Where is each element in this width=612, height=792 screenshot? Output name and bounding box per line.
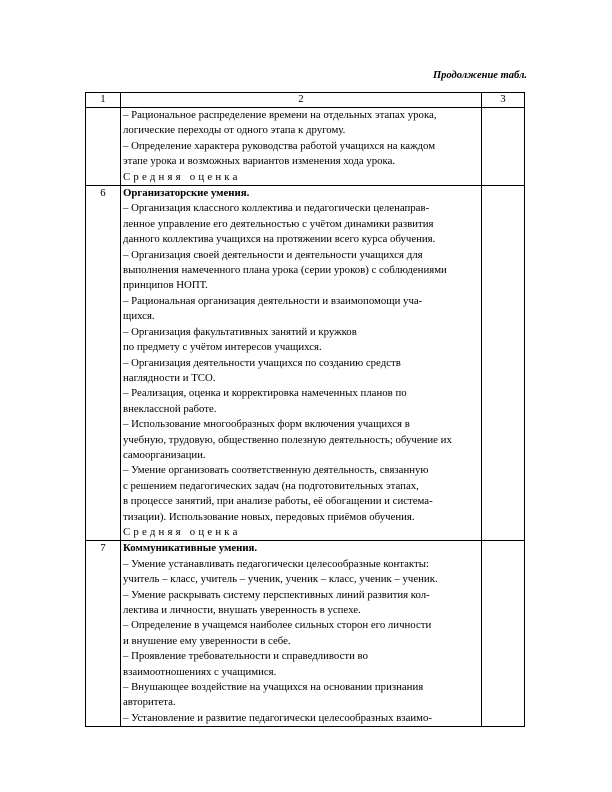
criteria-line: внеклассной работе. bbox=[123, 402, 217, 415]
criteria-line: – Определение характера руководства работой учащихся на каждом bbox=[123, 139, 436, 152]
criteria-line: – Организация классного коллектива и педагогически целенаправ- bbox=[123, 202, 430, 215]
table-row bbox=[86, 108, 525, 186]
criteria-line: с решением педагогических задач (на подготовительных этапах, bbox=[123, 479, 419, 492]
continuation-label: Продолжение табл. bbox=[433, 70, 527, 81]
criteria-line: по предмету с учётом интересов учащихся. bbox=[123, 341, 322, 354]
criteria-line: тизации). Использование новых, передовых приёмов обучения. bbox=[123, 510, 415, 523]
section-title: Организаторские умения. bbox=[123, 187, 250, 200]
criteria-line: и внушение ему уверенности в себе. bbox=[123, 634, 291, 647]
table-row bbox=[86, 186, 525, 541]
section-title: Коммуникативные умения. bbox=[123, 542, 258, 555]
score-cell[interactable] bbox=[482, 108, 525, 186]
row-number bbox=[86, 108, 121, 186]
criteria-line: – Рациональное распределение времени на отдельных этапах урока, bbox=[123, 109, 437, 121]
criteria-line: выполнения намеченного плана урока (серии уроков) с соблюдениями bbox=[123, 264, 447, 277]
criteria-line: – Проявление требовательности и справедливости во bbox=[123, 650, 368, 663]
criteria-line: – Организация деятельности учащихся по созданию средств bbox=[123, 356, 401, 369]
criteria-line: – Реализация, оценка и корректировка намеченных планов по bbox=[123, 387, 407, 400]
criteria-line: – Организация факультативных занятий и кружков bbox=[123, 325, 357, 338]
criteria-line: – Использование многообразных форм включения учащихся в bbox=[123, 418, 410, 431]
column-header: 3 bbox=[482, 93, 525, 108]
criteria-line: самоорганизации. bbox=[123, 448, 206, 461]
criteria-line: – Определение в учащемся наиболее сильных сторон его личности bbox=[123, 619, 432, 632]
criteria-line: – Рациональная организация деятельности и взаимопомощи уча- bbox=[123, 294, 423, 307]
column-header: 2 bbox=[121, 93, 482, 108]
criteria-cell bbox=[121, 186, 482, 541]
criteria-cell bbox=[121, 541, 482, 727]
criteria-line: наглядности и ТСО. bbox=[123, 371, 216, 384]
criteria-line: принципов НОПТ. bbox=[123, 279, 208, 292]
criteria-line: авторитета. bbox=[123, 696, 176, 709]
criteria-line: – Умение организовать соответственную деятельность, связанную bbox=[123, 464, 429, 477]
score-cell[interactable] bbox=[482, 186, 525, 541]
criteria-line: этапе урока и возможных вариантов изменения хода урока. bbox=[123, 155, 396, 168]
criteria-line: – Умение раскрывать систему перспективных линий развития кол- bbox=[123, 588, 430, 601]
row-number: 6 bbox=[86, 186, 121, 541]
criteria-cell bbox=[121, 108, 482, 186]
criteria-line: учитель – класс, учитель – ученик, ученик – класс, ученик – ученик. bbox=[123, 573, 438, 586]
criteria-line: данного коллектива учащихся на протяжении всего курса обучения. bbox=[123, 233, 436, 246]
row-number: 7 bbox=[86, 541, 121, 727]
criteria-line: ленное управление его деятельностью с учётом динамики развития bbox=[123, 217, 434, 230]
table-row bbox=[86, 541, 525, 727]
average-score-label: Средняя оценка bbox=[123, 170, 241, 183]
criteria-line: лектива и личности, внушать уверенность в успехе. bbox=[123, 604, 361, 616]
criteria-line: взаимоотношениях с учащимися. bbox=[123, 665, 277, 678]
criteria-line: в процессе занятий, при анализе работы, её обогащении и система- bbox=[123, 495, 433, 508]
criteria-line: – Организация своей деятельности и деятельности учащихся для bbox=[123, 248, 423, 261]
criteria-line: логические переходы от одного этапа к другому. bbox=[123, 124, 346, 137]
average-score-label: Средняя оценка bbox=[123, 525, 241, 538]
score-cell[interactable] bbox=[482, 541, 525, 727]
criteria-line: учебную, трудовую, общественно полезную деятельность; обучение их bbox=[123, 433, 452, 446]
criteria-line: – Умение устанавливать педагогически целесообразные контакты: bbox=[123, 557, 429, 570]
column-header: 1 bbox=[86, 93, 121, 108]
evaluation-table bbox=[85, 92, 525, 727]
criteria-line: – Внушающее воздействие на учащихся на основании признания bbox=[123, 681, 424, 694]
header-row bbox=[86, 93, 525, 108]
criteria-line: щихся. bbox=[123, 310, 155, 323]
criteria-line: – Установление и развитие педагогически целесообразных взаимо- bbox=[123, 711, 432, 724]
